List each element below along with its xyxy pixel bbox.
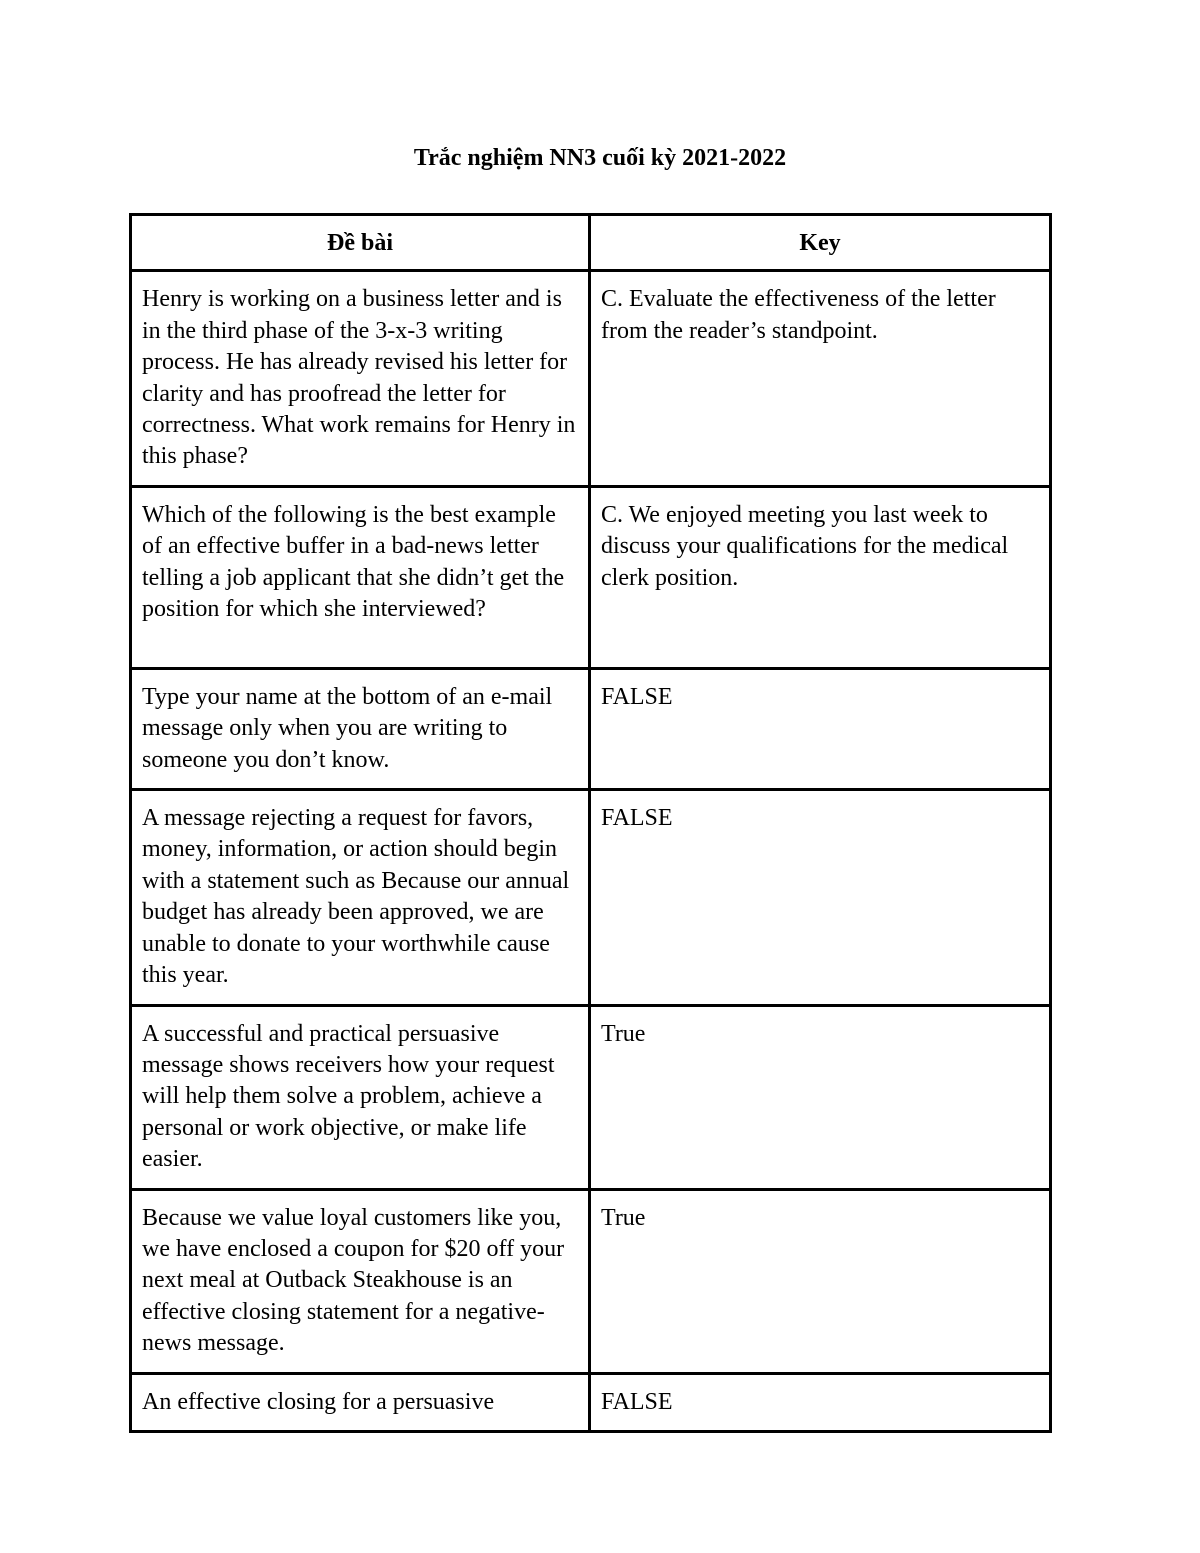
table-row	[131, 668, 1051, 789]
key-cell: True	[590, 1005, 1051, 1189]
question-cell: Because we value loyal customers like you, we have enclosed a coupon for $20 off your next meal at Outback Steakhouse is an effective closing statement for a negative-news message.	[131, 1189, 590, 1373]
question-cell: Type your name at the bottom of an e-mail message only when you are writing to someone you don’t know.	[131, 668, 590, 789]
question-cell: An effective closing for a persuasive	[131, 1373, 590, 1431]
table-row	[131, 1373, 1051, 1431]
column-header-question: Đề bài	[131, 215, 590, 271]
table-row	[131, 1189, 1051, 1373]
table-row	[131, 790, 1051, 1005]
column-header-key: Key	[590, 215, 1051, 271]
table-row	[131, 486, 1051, 668]
question-cell: Henry is working on a business letter and is in the third phase of the 3-x-3 writing process. He has already revised his letter for clarity and has proofread the letter for correctness. What work remains for Henry in this phase?	[131, 271, 590, 486]
key-cell: FALSE	[590, 790, 1051, 1005]
key-cell: FALSE	[590, 668, 1051, 789]
table-row	[131, 1005, 1051, 1189]
question-cell: Which of the following is the best example of an effective buffer in a bad-news letter telling a job applicant that she didn’t get the position for which she interviewed?	[131, 486, 590, 668]
question-cell: A message rejecting a request for favors, money, information, or action should begin with a statement such as Because our annual budget has already been approved, we are unable to donate to your worthwhile cause this year.	[131, 790, 590, 1005]
quiz-table	[129, 213, 1052, 1433]
question-cell: A successful and practical persuasive message shows receivers how your request will help them solve a problem, achieve a personal or work objective, or make life easier.	[131, 1005, 590, 1189]
key-cell: FALSE	[590, 1373, 1051, 1431]
table-row	[131, 271, 1051, 486]
key-cell: C. We enjoyed meeting you last week to discuss your qualifications for the medical clerk position.	[590, 486, 1051, 668]
table-header-row	[131, 215, 1051, 271]
key-cell: True	[590, 1189, 1051, 1373]
key-cell: C. Evaluate the effectiveness of the letter from the reader’s standpoint.	[590, 271, 1051, 486]
page-title: Trắc nghiệm NN3 cuối kỳ 2021-2022	[413, 145, 787, 171]
